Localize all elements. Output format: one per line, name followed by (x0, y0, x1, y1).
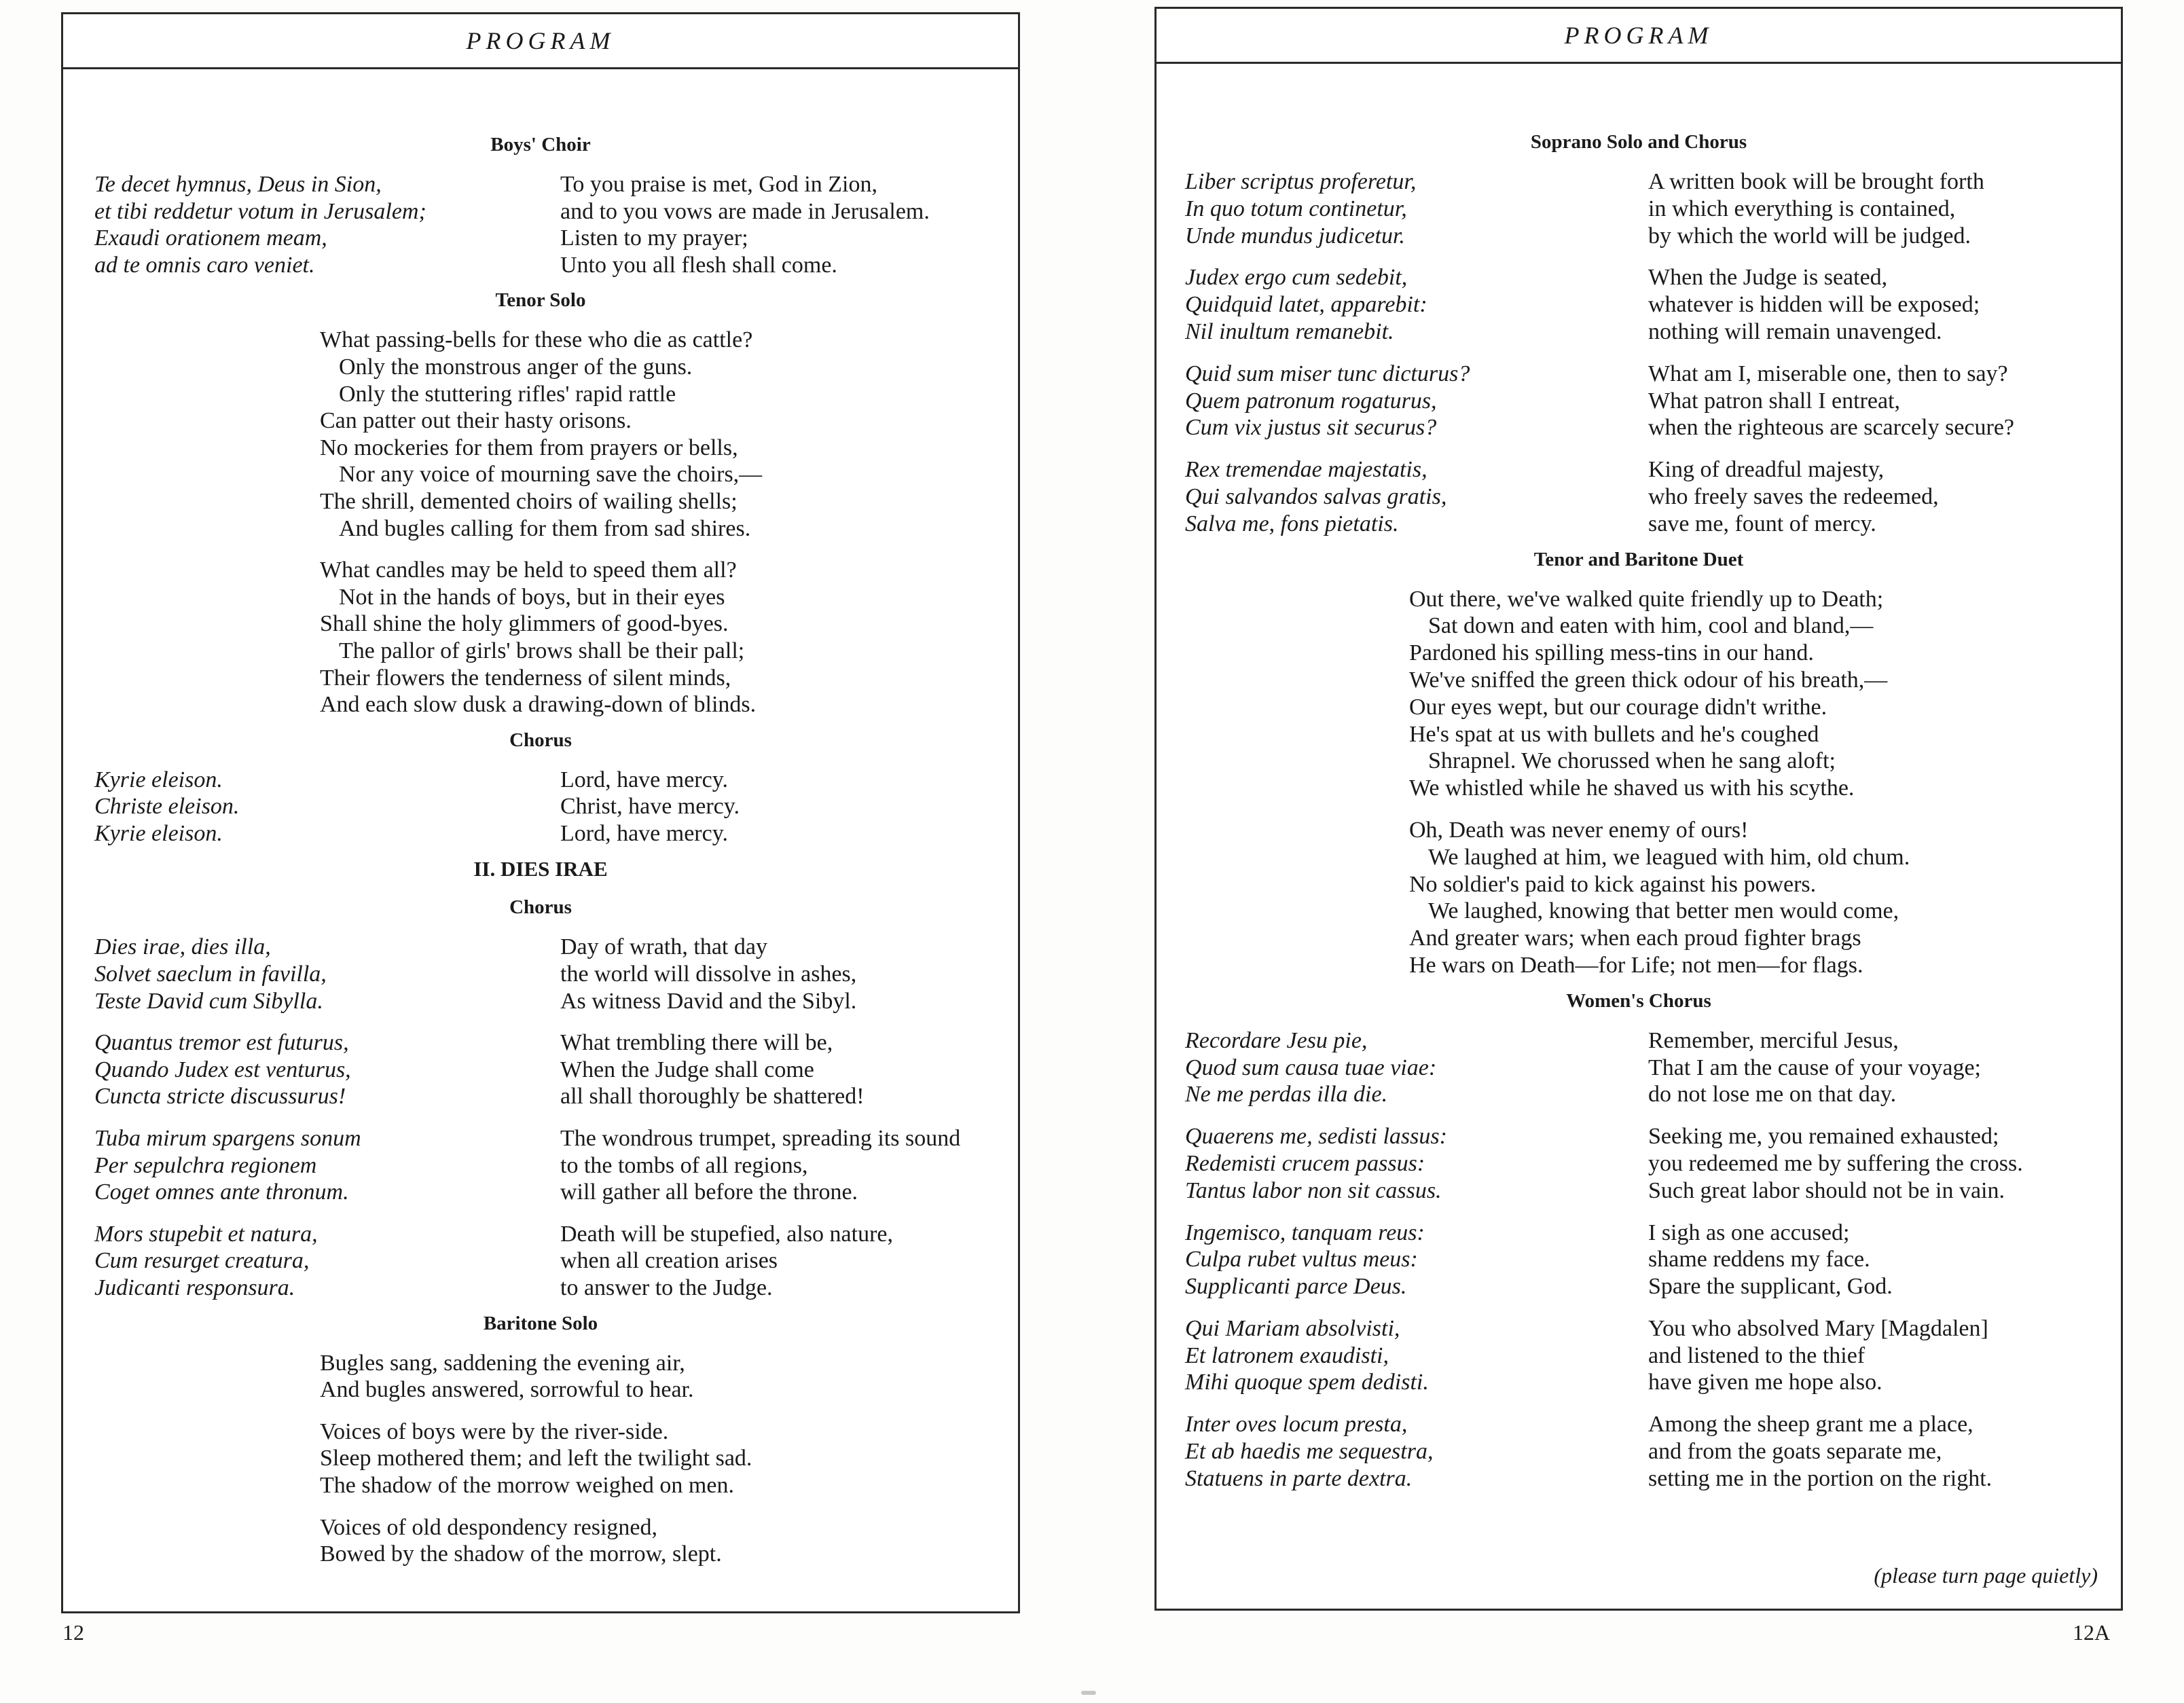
poem-line: The pallor of girls' brows shall be their pall; (339, 638, 745, 663)
english-line: Death will be stupefied, also nature, (560, 1221, 894, 1247)
poem-line: Sat down and eaten with him, cool and bland,— (1428, 613, 1874, 639)
verse-pair (63, 1221, 1018, 1302)
latin-text (1185, 168, 1648, 249)
english-translation (1648, 1123, 2023, 1204)
poem-stanza (63, 1350, 1018, 1404)
english-line: will gather all before the throne. (560, 1179, 858, 1205)
latin-line: Culpa rubet vultus meus: (1185, 1247, 1418, 1272)
latin-text (94, 934, 560, 1014)
english-line: have given me hope also. (1648, 1370, 1882, 1395)
movement-title: II. DIES IRAE (473, 857, 608, 881)
english-line: nothing will remain unavenged. (1648, 318, 1942, 344)
section (1157, 989, 2121, 1493)
english-line: Seeking me, you remained exhausted; (1648, 1124, 1999, 1150)
right-page-content (1157, 62, 2121, 1609)
english-line: to the tombs of all regions, (560, 1152, 808, 1178)
verse-pair (1157, 1220, 2121, 1300)
verse-pair (1157, 361, 2121, 441)
latin-text (1185, 1123, 1648, 1204)
verse-pair (63, 1125, 1018, 1206)
poem-line: We laughed at him, we leagued with him, old chum. (1428, 844, 1910, 870)
poem-line: Voices of boys were by the river-side. (320, 1418, 669, 1444)
latin-line: Et ab haedis me sequestra, (1185, 1439, 1434, 1465)
english-line: Lord, have mercy. (560, 820, 729, 846)
latin-line: Quid sum miser tunc dicturus? (1185, 361, 1470, 386)
latin-line: Ne me perdas illa die. (1185, 1082, 1388, 1107)
section (63, 1311, 1018, 1568)
english-translation (1648, 264, 1980, 345)
poem-line: Nor any voice of mourning save the choirs,— (339, 462, 763, 488)
english-line: in which everything is contained, (1648, 196, 1956, 221)
latin-line: Per sepulchra regionem (94, 1152, 317, 1178)
latin-line: Et latronem exaudisti, (1185, 1342, 1389, 1368)
section-heading: Chorus (509, 896, 572, 919)
english-line: when the righteous are scarcely secure? (1648, 415, 2015, 441)
english-line: all shall thoroughly be shattered! (560, 1084, 864, 1110)
poem-line: And greater wars; when each proud fighter brags (1409, 926, 1861, 951)
left-page-content (63, 67, 1018, 1611)
english-line: What patron shall I entreat, (1648, 388, 1901, 414)
verse-pair (63, 171, 1018, 278)
english-line: What am I, miserable one, then to say? (1648, 361, 2008, 386)
latin-line: Inter oves locum presta, (1185, 1412, 1408, 1438)
english-line: who freely saves the redeemed, (1648, 483, 1939, 509)
english-line: Spare the supplicant, God. (1648, 1274, 1893, 1300)
latin-line: Quem patronum rogaturus, (1185, 388, 1437, 414)
latin-text (1185, 361, 1648, 441)
poem-line: Their flowers the tenderness of silent minds, (320, 665, 731, 691)
latin-line: Coget omnes ante thronum. (94, 1179, 349, 1205)
section (63, 856, 1018, 881)
latin-line: Cuncta stricte discussurus! (94, 1084, 346, 1110)
left-page-frame (61, 12, 1020, 1613)
english-line: Unto you all flesh shall come. (560, 252, 837, 278)
latin-line: Liber scriptus proferetur, (1185, 169, 1417, 194)
poem-line: No soldier's paid to kick against his powers. (1409, 871, 1817, 897)
section-heading: Tenor and Baritone Duet (1533, 548, 1744, 570)
latin-text (94, 1029, 560, 1110)
poem-stanza (63, 327, 1018, 542)
poem-line: Only the monstrous anger of the guns. (339, 354, 693, 380)
english-line: you redeemed me by suffering the cross. (1648, 1150, 2023, 1176)
poem-stanza (63, 557, 1018, 718)
latin-line: Kyrie eleison. (94, 767, 223, 792)
verse-pair (1157, 168, 2121, 249)
poem-line: Bugles sang, saddening the evening air, (320, 1350, 685, 1376)
english-line: to answer to the Judge. (560, 1275, 773, 1300)
english-translation (1648, 1027, 1981, 1108)
latin-line: Teste David cum Sibylla. (94, 988, 323, 1014)
verse-pair (63, 1029, 1018, 1110)
latin-line: et tibi reddetur votum in Jerusalem; (94, 198, 426, 224)
english-line: Such great labor should not be in vain. (1648, 1177, 2005, 1203)
poem-line: We laughed, knowing that better men would come, (1428, 898, 1899, 924)
english-line: A written book will be brought forth (1648, 169, 1984, 194)
english-line: Lord, have mercy. (560, 767, 729, 792)
latin-line: Quando Judex est venturus, (94, 1057, 351, 1082)
poem-stanza (63, 1514, 1018, 1568)
english-line: shame reddens my face. (1648, 1247, 1870, 1272)
latin-line: Cum vix justus sit securus? (1185, 415, 1437, 441)
verse-pair (1157, 1027, 2121, 1108)
latin-text (94, 767, 560, 847)
poem-line: Can patter out their hasty orisons. (320, 408, 632, 434)
latin-line: Ingemisco, tanquam reus: (1185, 1220, 1425, 1245)
latin-line: Dies irae, dies illa, (94, 934, 271, 960)
english-translation (560, 767, 740, 847)
verse-pair (1157, 1123, 2121, 1204)
poem-line: What candles may be held to speed them all? (320, 557, 737, 583)
poem-line: Shrapnel. We chorussed when he sang aloft; (1428, 748, 1836, 774)
verse-pair (63, 767, 1018, 847)
poem-line: Out there, we've walked quite friendly up to Death; (1409, 586, 1884, 612)
poem-stanza (63, 1418, 1018, 1499)
english-line: and to you vows are made in Jerusalem. (560, 198, 930, 224)
latin-line: Quantus tremor est futurus, (94, 1030, 349, 1056)
poem-line: The shadow of the morrow weighed on men. (320, 1472, 734, 1498)
english-line: Christ, have mercy. (560, 794, 740, 820)
english-line: and listened to the thief (1648, 1342, 1866, 1368)
poem-line: Not in the hands of boys, but in their eyes (339, 584, 725, 610)
section-heading: Soprano Solo and Chorus (1530, 131, 1747, 153)
left-page-header: PROGRAM (63, 14, 1018, 69)
poem-line: And bugles calling for them from sad shires. (339, 515, 751, 541)
english-line: To you praise is met, God in Zion, (560, 172, 877, 197)
latin-line: Quod sum causa tuae viae: (1185, 1055, 1437, 1080)
english-translation (1648, 1315, 1988, 1396)
verse-pair (1157, 264, 2121, 345)
latin-line: Mihi quoque spem dedisti. (1185, 1370, 1429, 1395)
latin-line: Nil inultum remanebit. (1185, 318, 1394, 344)
verse-pair (1157, 1315, 2121, 1396)
english-line: do not lose me on that day. (1648, 1082, 1897, 1107)
poem-line: Bowed by the shadow of the morrow, slept. (320, 1541, 722, 1567)
english-line: Among the sheep grant me a place, (1648, 1412, 1973, 1438)
latin-text (1185, 264, 1648, 345)
latin-line: Exaudi orationem meam, (94, 225, 327, 251)
english-line: by which the world will be judged. (1648, 223, 1971, 249)
poem-line: Voices of old despondency resigned, (320, 1514, 657, 1540)
section (63, 728, 1018, 847)
latin-line: Solvet saeclum in favilla, (94, 962, 327, 987)
latin-line: ad te omnis caro veniet. (94, 252, 315, 278)
left-page-number: 12 (62, 1620, 84, 1645)
turn-page-note: (please turn page quietly) (1874, 1563, 2098, 1588)
latin-line: Quaerens me, sedisti lassus: (1185, 1124, 1447, 1150)
poem-line: Pardoned his spilling mess-tins in our hand. (1409, 640, 1814, 666)
english-line: When the Judge shall come (560, 1057, 814, 1082)
latin-line: Judex ergo cum sedebit, (1185, 265, 1408, 291)
latin-text (1185, 1315, 1648, 1396)
latin-text (94, 1221, 560, 1302)
section-heading: Women's Chorus (1566, 989, 1711, 1012)
poem-stanza (1157, 817, 2121, 979)
english-line: when all creation arises (560, 1248, 778, 1274)
latin-line: Recordare Jesu pie, (1185, 1027, 1368, 1053)
latin-line: Rex tremendae majestatis, (1185, 457, 1427, 483)
poem-line: And each slow dusk a drawing-down of blinds. (320, 692, 757, 718)
english-line: I sigh as one accused; (1648, 1220, 1850, 1245)
latin-line: Redemisti crucem passus: (1185, 1150, 1425, 1176)
poem-line: Shall shine the holy glimmers of good-byes. (320, 611, 729, 637)
latin-text (94, 1125, 560, 1206)
english-line: That I am the cause of your voyage; (1648, 1055, 1981, 1080)
poem-line: Our eyes wept, but our courage didn't writhe. (1409, 694, 1827, 720)
section (63, 132, 1018, 278)
poem-line: He wars on Death—for Life; not men—for flags. (1409, 952, 1863, 978)
english-line: King of dreadful majesty, (1648, 457, 1885, 483)
latin-line: Quidquid latet, apparebit: (1185, 292, 1427, 318)
section-heading: Boys' Choir (490, 134, 591, 155)
right-page-header: PROGRAM (1157, 9, 2121, 64)
section (63, 895, 1018, 1301)
poem-line: We've sniffed the green thick odour of his breath,— (1409, 667, 1888, 693)
latin-line: Qui salvandos salvas gratis, (1185, 483, 1447, 509)
right-page-frame (1154, 7, 2123, 1611)
english-line: whatever is hidden will be exposed; (1648, 292, 1980, 318)
english-translation (1648, 361, 2014, 441)
latin-line: Te decet hymnus, Deus in Sion, (94, 172, 382, 197)
poem-line: Only the stuttering rifles' rapid rattle (339, 381, 676, 407)
latin-text (94, 171, 560, 278)
english-translation (1648, 456, 1939, 537)
english-translation (560, 934, 856, 1014)
latin-line: Qui Mariam absolvisti, (1185, 1315, 1400, 1341)
english-line: You who absolved Mary [Magdalen] (1648, 1315, 1988, 1341)
latin-text (1185, 1027, 1648, 1108)
english-line: Day of wrath, that day (560, 934, 767, 960)
english-line: the world will dissolve in ashes, (560, 962, 857, 987)
section-heading: Chorus (509, 729, 572, 751)
english-line: When the Judge is seated, (1648, 265, 1888, 291)
english-translation (560, 1125, 960, 1206)
verse-pair (1157, 456, 2121, 537)
latin-line: Christe eleison. (94, 794, 240, 820)
english-translation (560, 1029, 864, 1110)
english-line: As witness David and the Sibyl. (560, 988, 857, 1014)
english-translation (1648, 168, 1984, 249)
poem-line: We whistled while he shaved us with his scythe. (1409, 775, 1855, 801)
latin-line: In quo totum continetur, (1185, 196, 1407, 221)
latin-line: Statuens in parte dextra. (1185, 1465, 1413, 1491)
latin-line: Cum resurget creatura, (94, 1248, 310, 1274)
poem-line: And bugles answered, sorrowful to hear. (320, 1377, 694, 1403)
section (1157, 130, 2121, 538)
section-heading: Baritone Solo (483, 1312, 598, 1334)
poem-line: Sleep mothered them; and left the twilight sad. (320, 1446, 752, 1471)
latin-line: Judicanti responsura. (94, 1275, 295, 1300)
latin-text (1185, 1220, 1648, 1300)
english-translation (560, 171, 930, 278)
english-translation (1648, 1411, 1992, 1492)
latin-line: Supplicanti parce Deus. (1185, 1274, 1407, 1300)
english-line: Remember, merciful Jesus, (1648, 1027, 1899, 1053)
verse-pair (63, 934, 1018, 1014)
latin-text (1185, 456, 1648, 537)
poem-line: The shrill, demented choirs of wailing shells; (320, 488, 738, 514)
english-line: The wondrous trumpet, spreading its sound (560, 1126, 961, 1152)
latin-line: Kyrie eleison. (94, 820, 223, 846)
section (63, 288, 1018, 718)
verse-pair (1157, 1411, 2121, 1492)
latin-line: Mors stupebit et natura, (94, 1221, 318, 1247)
english-translation (560, 1221, 893, 1302)
english-line: and from the goats separate me, (1648, 1439, 1942, 1465)
poem-line: Oh, Death was never enemy of ours! (1409, 817, 1749, 843)
english-line: Listen to my prayer; (560, 225, 748, 251)
latin-text (1185, 1411, 1648, 1492)
scan-mark (1081, 1691, 1096, 1695)
poem-stanza (1157, 586, 2121, 802)
latin-line: Tuba mirum spargens sonum (94, 1126, 361, 1152)
section-heading: Tenor Solo (495, 289, 586, 312)
english-translation (1648, 1220, 1893, 1300)
latin-line: Tantus labor non sit cassus. (1185, 1177, 1442, 1203)
latin-line: Unde mundus judicetur. (1185, 223, 1405, 249)
english-line: What trembling there will be, (560, 1030, 833, 1056)
poem-line: No mockeries for them from prayers or bells, (320, 435, 738, 460)
english-line: setting me in the portion on the right. (1648, 1465, 1992, 1491)
section (1157, 547, 2121, 979)
poem-line: What passing-bells for these who die as cattle? (320, 327, 753, 353)
english-line: save me, fount of mercy. (1648, 511, 1876, 536)
poem-line: He's spat at us with bullets and he's coughed (1409, 721, 1819, 747)
latin-line: Salva me, fons pietatis. (1185, 511, 1399, 536)
right-page-number: 12A (2073, 1620, 2111, 1645)
